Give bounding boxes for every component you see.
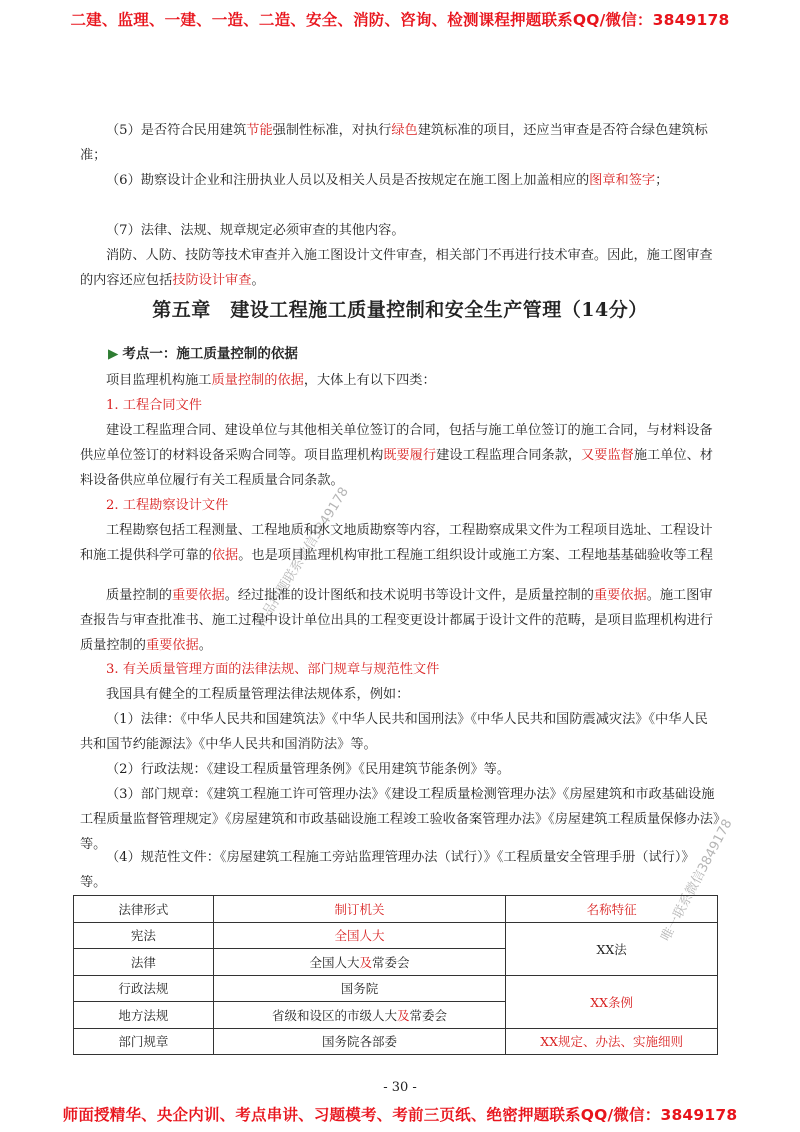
- table-cell: XX法: [506, 922, 718, 975]
- table-header-cell: 制订机关: [213, 896, 506, 923]
- table-cell: 部门规章: [74, 1028, 214, 1055]
- table-row: [74, 1028, 718, 1055]
- paragraph-item-7: （7）法律、法规、规章规定必须审查的其他内容。: [106, 223, 405, 238]
- section-heading: ▶ 考点一：施工质量控制的依据: [108, 346, 298, 362]
- paragraph-law-system: 我国具有健全的工程质量管理法律法规体系，例如：: [106, 687, 410, 702]
- paragraph-normative: （4）规范性文件：《房屋建筑工程施工旁站监理管理办法（试行）》《工程质量安全管理手册（试行）》等。: [80, 850, 695, 890]
- table-cell: 行政法规: [74, 975, 214, 1002]
- table-header-cell: 法律形式: [74, 896, 214, 923]
- watermark-text: 精品押题联系微信3849178: [253, 484, 352, 631]
- table-cell: 全国人大: [213, 922, 506, 949]
- subsection-title-2: 2. 工程勘察设计文件: [106, 498, 229, 513]
- table-cell: 宪法: [74, 922, 214, 949]
- paragraph-contracts: 建设工程监理合同、建设单位与其他相关单位签订的合同，包括与施工单位签订的施工合同，与材料设备供应单位签订的材料设备采购合同等。项目监理机构既要履行建设工程监理合同条款，又要监督施工单位、材料设备供应单位履行有关工程质量合同条款。: [80, 423, 713, 488]
- table-cell: XX规定、办法、实施细则: [506, 1028, 718, 1055]
- paragraph-dept-rules: （3）部门规章：《建筑工程施工许可管理办法》《建设工程质量检测管理办法》《房屋建筑和市政基础设施工程质量监督管理规定》《房屋建筑和市政基础设施工程竣工验收备案管理办法》《房屋建筑工程质量保修办法》等。: [80, 787, 720, 852]
- watermark-text: 唯一联系微信3849178: [658, 816, 736, 944]
- table-cell: 全国人大及常委会: [213, 949, 506, 976]
- table-cell: 地方法规: [74, 1002, 214, 1029]
- paragraph-laws: （1）法律：《中华人民共和国建筑法》《中华人民共和国刑法》《中华人民共和国防震减灾法》《中华人民共和国节约能源法》《中华人民共和国消防法》等。: [80, 712, 708, 752]
- table-row: [74, 922, 718, 949]
- chapter-title: 第五章 建设工程施工质量控制和安全生产管理（14分）: [152, 299, 648, 321]
- paragraph-survey: 工程勘察包括工程测量、工程地质和水文地质勘察等内容，工程勘察成果文件为工程项目选址、工程设计和施工提供科学可靠的依据。也是项目监理机构审批工程施工组织设计或施工方案、工程地基基础验收等工程: [80, 523, 713, 563]
- subsection-title-1: 1. 工程合同文件: [106, 398, 202, 413]
- paragraph-item-5: （5）是否符合民用建筑节能强制性标准，对执行绿色建筑标准的项目，还应当审查是否符合绿色建筑标准；: [80, 123, 708, 163]
- table-cell: 法律: [74, 949, 214, 976]
- page-number: - 30 -: [383, 1080, 417, 1095]
- table-cell: 国务院各部委: [213, 1028, 506, 1055]
- subsection-title-3: 3. 有关质量管理方面的法律法规、部门规章与规范性文件: [106, 662, 440, 677]
- table-cell: 省级和设区的市级人大及常委会: [213, 1002, 506, 1029]
- table-header-cell: 名称特征: [506, 896, 718, 923]
- paragraph-tech-review: 消防、人防、技防等技术审查并入施工图设计文件审查，相关部门不再进行技术审查。因此，施工图审查的内容还应包括技防设计审查。: [80, 248, 713, 288]
- law-forms-table: [73, 895, 718, 1055]
- intro-paragraph: 项目监理机构施工质量控制的依据，大体上有以下四类：: [106, 373, 436, 388]
- paragraph-design-docs: 质量控制的重要依据。经过批准的设计图纸和技术说明书等设计文件，是质量控制的重要依据。施工图审查报告与审查批准书、施工过程中设计单位出具的工程变更设计都属于设计文件的范畴，是项目监理机构进行质量控制的重要依据。: [80, 588, 713, 653]
- top-banner: 二建、监理、一建、一造、二造、安全、消防、咨询、检测课程押题联系QQ/微信：3849178: [70, 11, 730, 29]
- table-header-row: [74, 896, 718, 923]
- table-row: [74, 975, 718, 1002]
- bottom-banner: 师面授精华、央企内训、考点串讲、习题模考、考前三页纸、绝密押题联系QQ/微信：3849178: [62, 1106, 738, 1124]
- paragraph-regulations: （2）行政法规：《建设工程质量管理条例》《民用建筑节能条例》等。: [106, 762, 510, 777]
- paragraph-item-6: （6）勘察设计企业和注册执业人员以及相关人员是否按规定在施工图上加盖相应的图章和签字；: [106, 173, 669, 188]
- triangle-icon: ▶: [108, 346, 119, 362]
- table-cell: 国务院: [213, 975, 506, 1002]
- table-cell: XX条例: [506, 975, 718, 1028]
